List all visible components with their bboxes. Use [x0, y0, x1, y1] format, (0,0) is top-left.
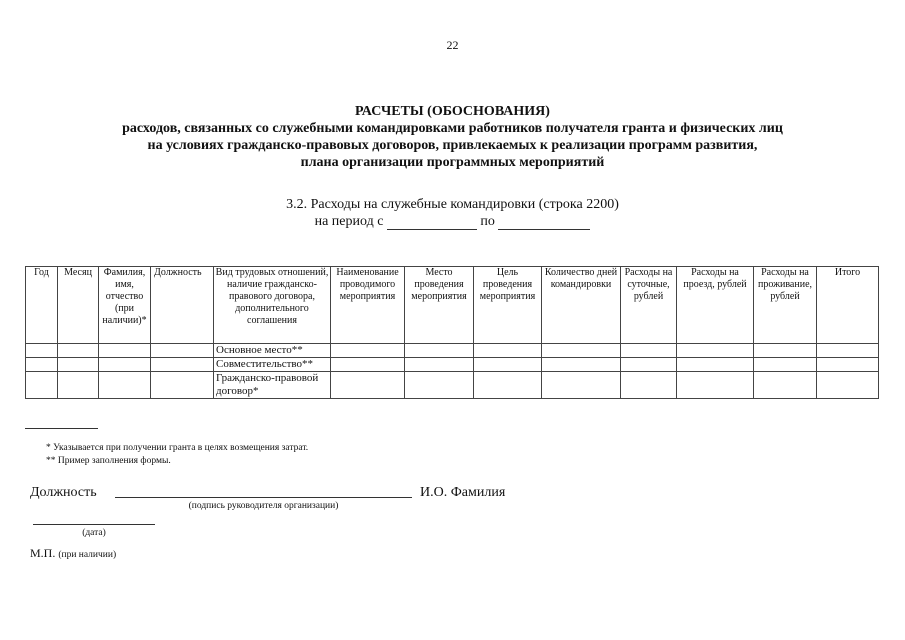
period-line	[0, 213, 905, 230]
table-cell[interactable]	[331, 358, 405, 372]
column-header: Фамилия, имя, отчество (при наличии)*	[99, 267, 151, 344]
table-cell[interactable]	[621, 372, 677, 399]
table-cell[interactable]	[754, 358, 817, 372]
column-header: Должность	[151, 267, 214, 344]
column-header: Место проведения мероприятия	[405, 267, 474, 344]
table-cell[interactable]	[405, 358, 474, 372]
document-title: РАСЧЕТЫ (ОБОСНОВАНИЯ)	[355, 104, 550, 119]
table-cell[interactable]	[331, 344, 405, 358]
signature-position-label: Должность	[30, 485, 97, 500]
document-title-line: плана организации программных мероприятий	[300, 155, 605, 170]
footnote: * Указывается при получении гранта в целях возмещения затрат.	[46, 443, 309, 453]
stamp-placeholder	[30, 546, 116, 561]
employment-type-cell: Основное место**	[214, 344, 331, 358]
table-cell[interactable]	[26, 358, 58, 372]
period-start-blank	[387, 216, 477, 230]
table-cell[interactable]	[99, 358, 151, 372]
table-cell[interactable]	[26, 344, 58, 358]
table-cell[interactable]	[542, 358, 621, 372]
table-cell[interactable]	[151, 344, 214, 358]
period-prefix: на период с	[314, 214, 384, 229]
signature-caption: (подпись руководителя организации)	[188, 501, 339, 511]
column-header: Вид трудовых отношений, наличие гражданско-правового договора, дополнительного соглашения	[214, 267, 331, 344]
table-cell[interactable]	[677, 372, 754, 399]
table-cell[interactable]	[542, 372, 621, 399]
expenses-table	[25, 266, 879, 399]
column-header: Итого	[817, 267, 879, 344]
table-cell[interactable]	[474, 372, 542, 399]
document-title-line: на условиях гражданско-правовых договоров, привлекаемых к реализации программ развития,	[147, 138, 758, 153]
table-row	[26, 358, 879, 372]
table-cell[interactable]	[542, 344, 621, 358]
column-header: Наименование проводимого мероприятия	[331, 267, 405, 344]
table-cell[interactable]	[99, 344, 151, 358]
stamp-note: (при наличии)	[58, 550, 117, 560]
table-cell[interactable]	[99, 372, 151, 399]
table-cell[interactable]	[817, 358, 879, 372]
table-cell[interactable]	[331, 372, 405, 399]
table-cell[interactable]	[677, 344, 754, 358]
column-header: Год	[26, 267, 58, 344]
table-header-row	[26, 267, 879, 344]
date-line[interactable]	[33, 524, 155, 525]
footnote-divider	[25, 428, 98, 429]
table-cell[interactable]	[817, 344, 879, 358]
stamp-label: М.П.	[30, 546, 56, 560]
table-cell[interactable]	[677, 358, 754, 372]
employment-type-cell: Совместительство**	[214, 358, 331, 372]
column-header: Расходы на суточные, рублей	[621, 267, 677, 344]
table-cell[interactable]	[58, 372, 99, 399]
table-cell[interactable]	[474, 358, 542, 372]
table-cell[interactable]	[754, 344, 817, 358]
table-cell[interactable]	[151, 372, 214, 399]
table-cell[interactable]	[58, 358, 99, 372]
footnote: ** Пример заполнения формы.	[46, 456, 171, 466]
table-cell[interactable]	[405, 344, 474, 358]
table-cell[interactable]	[817, 372, 879, 399]
table-cell[interactable]	[151, 358, 214, 372]
table-cell[interactable]	[754, 372, 817, 399]
document-title-line: расходов, связанных со служебными командировками работников получателя гранта и физических лиц	[122, 121, 783, 136]
table-cell[interactable]	[58, 344, 99, 358]
column-header: Расходы на проживание, рублей	[754, 267, 817, 344]
table-cell[interactable]	[405, 372, 474, 399]
signature-line[interactable]	[115, 497, 412, 498]
section-subheading: 3.2. Расходы на служебные командировки (строка 2200)	[286, 197, 619, 212]
column-header: Месяц	[58, 267, 99, 344]
table-cell[interactable]	[621, 344, 677, 358]
column-header: Количество дней командировки	[542, 267, 621, 344]
period-middle: по	[480, 214, 495, 229]
column-header: Расходы на проезд, рублей	[677, 267, 754, 344]
column-header: Цель проведения мероприятия	[474, 267, 542, 344]
period-end-blank	[498, 216, 590, 230]
table-row	[26, 344, 879, 358]
employment-type-cell: Гражданско-правовой договор*	[214, 372, 331, 399]
table-cell[interactable]	[26, 372, 58, 399]
table-row	[26, 372, 879, 399]
signatory-name: И.О. Фамилия	[420, 485, 506, 500]
table-cell[interactable]	[474, 344, 542, 358]
date-caption: (дата)	[82, 528, 106, 538]
table-cell[interactable]	[621, 358, 677, 372]
page-number: 22	[446, 38, 459, 52]
